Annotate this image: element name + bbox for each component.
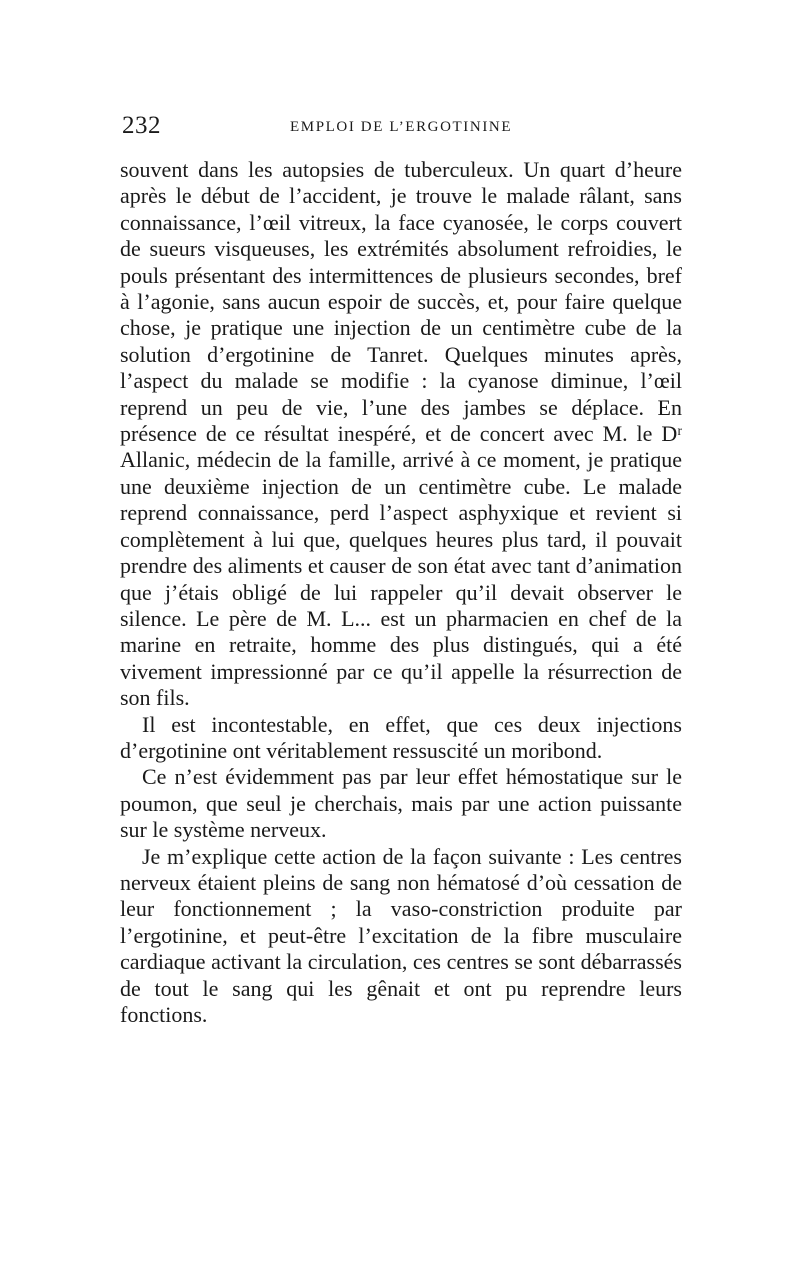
running-head <box>122 112 682 142</box>
page-number: 232 <box>122 112 161 139</box>
paragraph: Ce n’est évidemment pas par leur effet hémostatique sur le poumon, que seul je cherchais, mais par une action puissante sur le système nerveux. <box>120 764 682 843</box>
paragraph: Il est incontestable, en effet, que ces deux injections d’ergotinine ont véritablement ressuscité un moribond. <box>120 711 682 763</box>
paragraph: Je m’explique cette action de la façon suivante : Les centres nerveux étaient pleins de sang non hématosé d’où cessation de leur fonctionnement ; la vaso-constriction produite par l’ergotinine, et peut-être l’excitation de la fibre musculaire cardiaque activant la circulation, ces centres se sont débarrassés de tout le sang qui les gênait et ont pu reprendre leurs fonctions. <box>120 843 682 1027</box>
running-title: EMPLOI DE L’ERGOTININE <box>290 119 513 135</box>
body-text <box>120 157 682 1028</box>
paragraph-continued: souvent dans les autopsies de tuberculeux. Un quart d’heure après le début de l’accident, je trouve le malade râlant, sans connaissance, l’œil vitreux, la face cyanosée, le corps couvert de sueurs visqueuses, les extrémités absolument refroidies, le pouls présentant des intermittences de plusieurs secondes, bref à l’agonie, sans aucun espoir de succès, et, pour faire quelque chose, je pratique une injection de un centimètre cube de la solution d’ergotinine de Tanret. Quelques minutes après, l’aspect du malade se modifie : la cyanose diminue, l’œil reprend un peu de vie, l’une des jambes se déplace. En présence de ce résultat inespéré, et de concert avec M. le Dʳ Allanic, médecin de la famille, arrivé à ce moment, je pratique une deuxième injection de un centimètre cube. Le malade reprend connaissance, perd l’aspect asphyxique et revient si complètement à lui que, quelques heures plus tard, il pouvait prendre des aliments et causer de son état avec tant d’animation que j’étais obligé de lui rappeler qu’il devait observer le silence. Le père de M. L... est un pharmacien en chef de la marine en retraite, homme des plus distingués, qui a été vivement impressionné par ce qu’il appelle la résurrection de son fils. <box>120 157 682 711</box>
